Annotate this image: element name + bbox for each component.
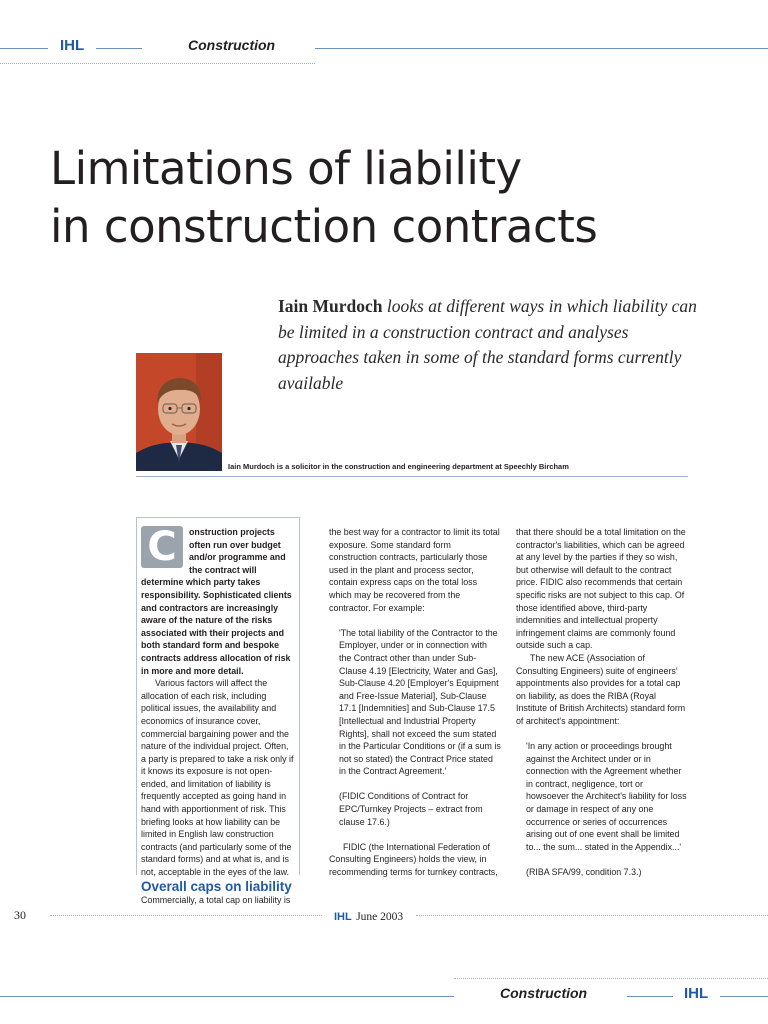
intro-text: onstruction projects often run over budget and/or programme and the contract will determine which party takes responsibility. Sophisticated clients and contractors are increasingly aware of the nature of the risks associated with their projects and both standard form and bespoke contracts address allocation of risk in more and more detail. bbox=[141, 527, 292, 676]
column-2 bbox=[329, 526, 501, 879]
intro-paragraph bbox=[141, 526, 295, 677]
header-rule-right bbox=[315, 48, 768, 49]
body-paragraph: The new ACE (Association of Consulting Engineers) suite of engineers' appointments also provides for a total cap on liability, as does the RIBA (Royal Institute of British Architects) standard form of architect's appointment: bbox=[516, 652, 686, 726]
body-paragraph: FIDIC (the International Federation of Consulting Engineers) holds the view, in recommending terms for turnkey contracts, bbox=[329, 841, 498, 878]
title-line-1: Limitations of liability bbox=[50, 142, 522, 195]
subheading: Overall caps on liability bbox=[141, 878, 292, 894]
column-1 bbox=[141, 526, 295, 906]
next-header-section: Construction bbox=[500, 985, 588, 1001]
body-paragraph: Various factors will affect the allocation of each risk, including political issues, the availability and economics of insurance cover, commercial bargaining power and the nature of the individual project. Often, a party is prepared to take a risk only if it knows its exposure is not open-ended, and limitation of liability is frequently accepted as going hand in hand with apportionment of risk. This briefing looks at how liability can be limited in English law construction contracts (and particularly some of the standard forms) and at what is, and is not, acceptable in the eyes of the law. bbox=[141, 678, 294, 878]
standfirst-rule bbox=[136, 476, 688, 477]
quote-source: (FIDIC Conditions of Contract for EPC/Turnkey Projects – extract from clause 17.6.) bbox=[339, 791, 483, 827]
next-header-rule-mid bbox=[627, 996, 673, 997]
standfirst-text: looks at different ways in which liability can be limited in a construction contract and analyses approaches taken in some of the standard forms currently available bbox=[278, 296, 697, 393]
block-quote: 'In any action or proceedings brought against the Architect under or in connection with the Agreement whether in contract, negligence, tort or howsoever the Architect's liability for loss or damage in respect of any one occurrence or series of occurrences arising out of one event shall be limited to... the sum... stated in the Appendix...' bbox=[526, 741, 687, 852]
header-brand: IHL bbox=[60, 37, 85, 54]
quote-source: (RIBA SFA/99, condition 7.3.) bbox=[526, 867, 642, 878]
article-title bbox=[50, 140, 740, 256]
author-photo bbox=[136, 353, 222, 471]
footer-date: June 2003 bbox=[356, 911, 404, 923]
standfirst-author: Iain Murdoch bbox=[278, 296, 383, 316]
header-rule-mid bbox=[96, 48, 142, 49]
footer-issue bbox=[334, 907, 403, 925]
standfirst bbox=[278, 294, 708, 396]
next-header-brand: IHL bbox=[684, 985, 709, 1002]
footer-dotted-rule-left bbox=[50, 915, 322, 916]
next-header-dotted-rule bbox=[454, 978, 768, 979]
photo-caption: Iain Murdoch is a solicitor in the construction and engineering department at Speechly Bircham bbox=[228, 462, 569, 471]
next-header-rule-right bbox=[720, 996, 768, 997]
header-rule-left bbox=[0, 48, 48, 49]
body-paragraph: that there should be a total limitation on the contractor's liabilities, which can be agreed at any level by the parties if they so wish, but otherwise will default to the contract price. FIDIC also recommends that certain specific risks are not subject to this cap. Of those identified above, third-party indemnities and intellectual property infringement claims are commonly found outside such a cap. bbox=[516, 527, 686, 651]
header-section: Construction bbox=[188, 37, 276, 53]
block-quote: 'The total liability of the Contractor to the Employer, under or in connection with the Contract other than under Sub-Clause 4.19 [Electricity, Water and Gas], Sub-Clause 4.20 [Employer's Equipment and Free-Issue Material], Sub-Clause 17.1 [Indemnities] and Sub-Clause 17.5 [Intellectual and Industrial Property Rights], shall not exceed the sum stated in the Particular Conditions or (if a sum is not so stated) the Contract Price stated in the Contract Agreement.' bbox=[339, 627, 501, 777]
footer-brand: IHL bbox=[334, 911, 352, 923]
body-paragraph: Commercially, a total cap on liability is bbox=[141, 894, 291, 905]
column-3 bbox=[516, 526, 688, 879]
footer-dotted-rule-right bbox=[416, 915, 768, 916]
next-header-rule-left bbox=[0, 996, 454, 997]
body-paragraph: the best way for a contractor to limit its total exposure. Some standard form construction contracts, particularly those used in the plant and process sector, contain express caps on the total loss which may be recovered from the contractor. For example: bbox=[329, 527, 500, 613]
drop-cap: C bbox=[141, 526, 183, 568]
header-dotted-rule bbox=[0, 63, 315, 64]
page-number: 30 bbox=[14, 908, 26, 922]
title-line-2: in construction contracts bbox=[50, 200, 598, 253]
